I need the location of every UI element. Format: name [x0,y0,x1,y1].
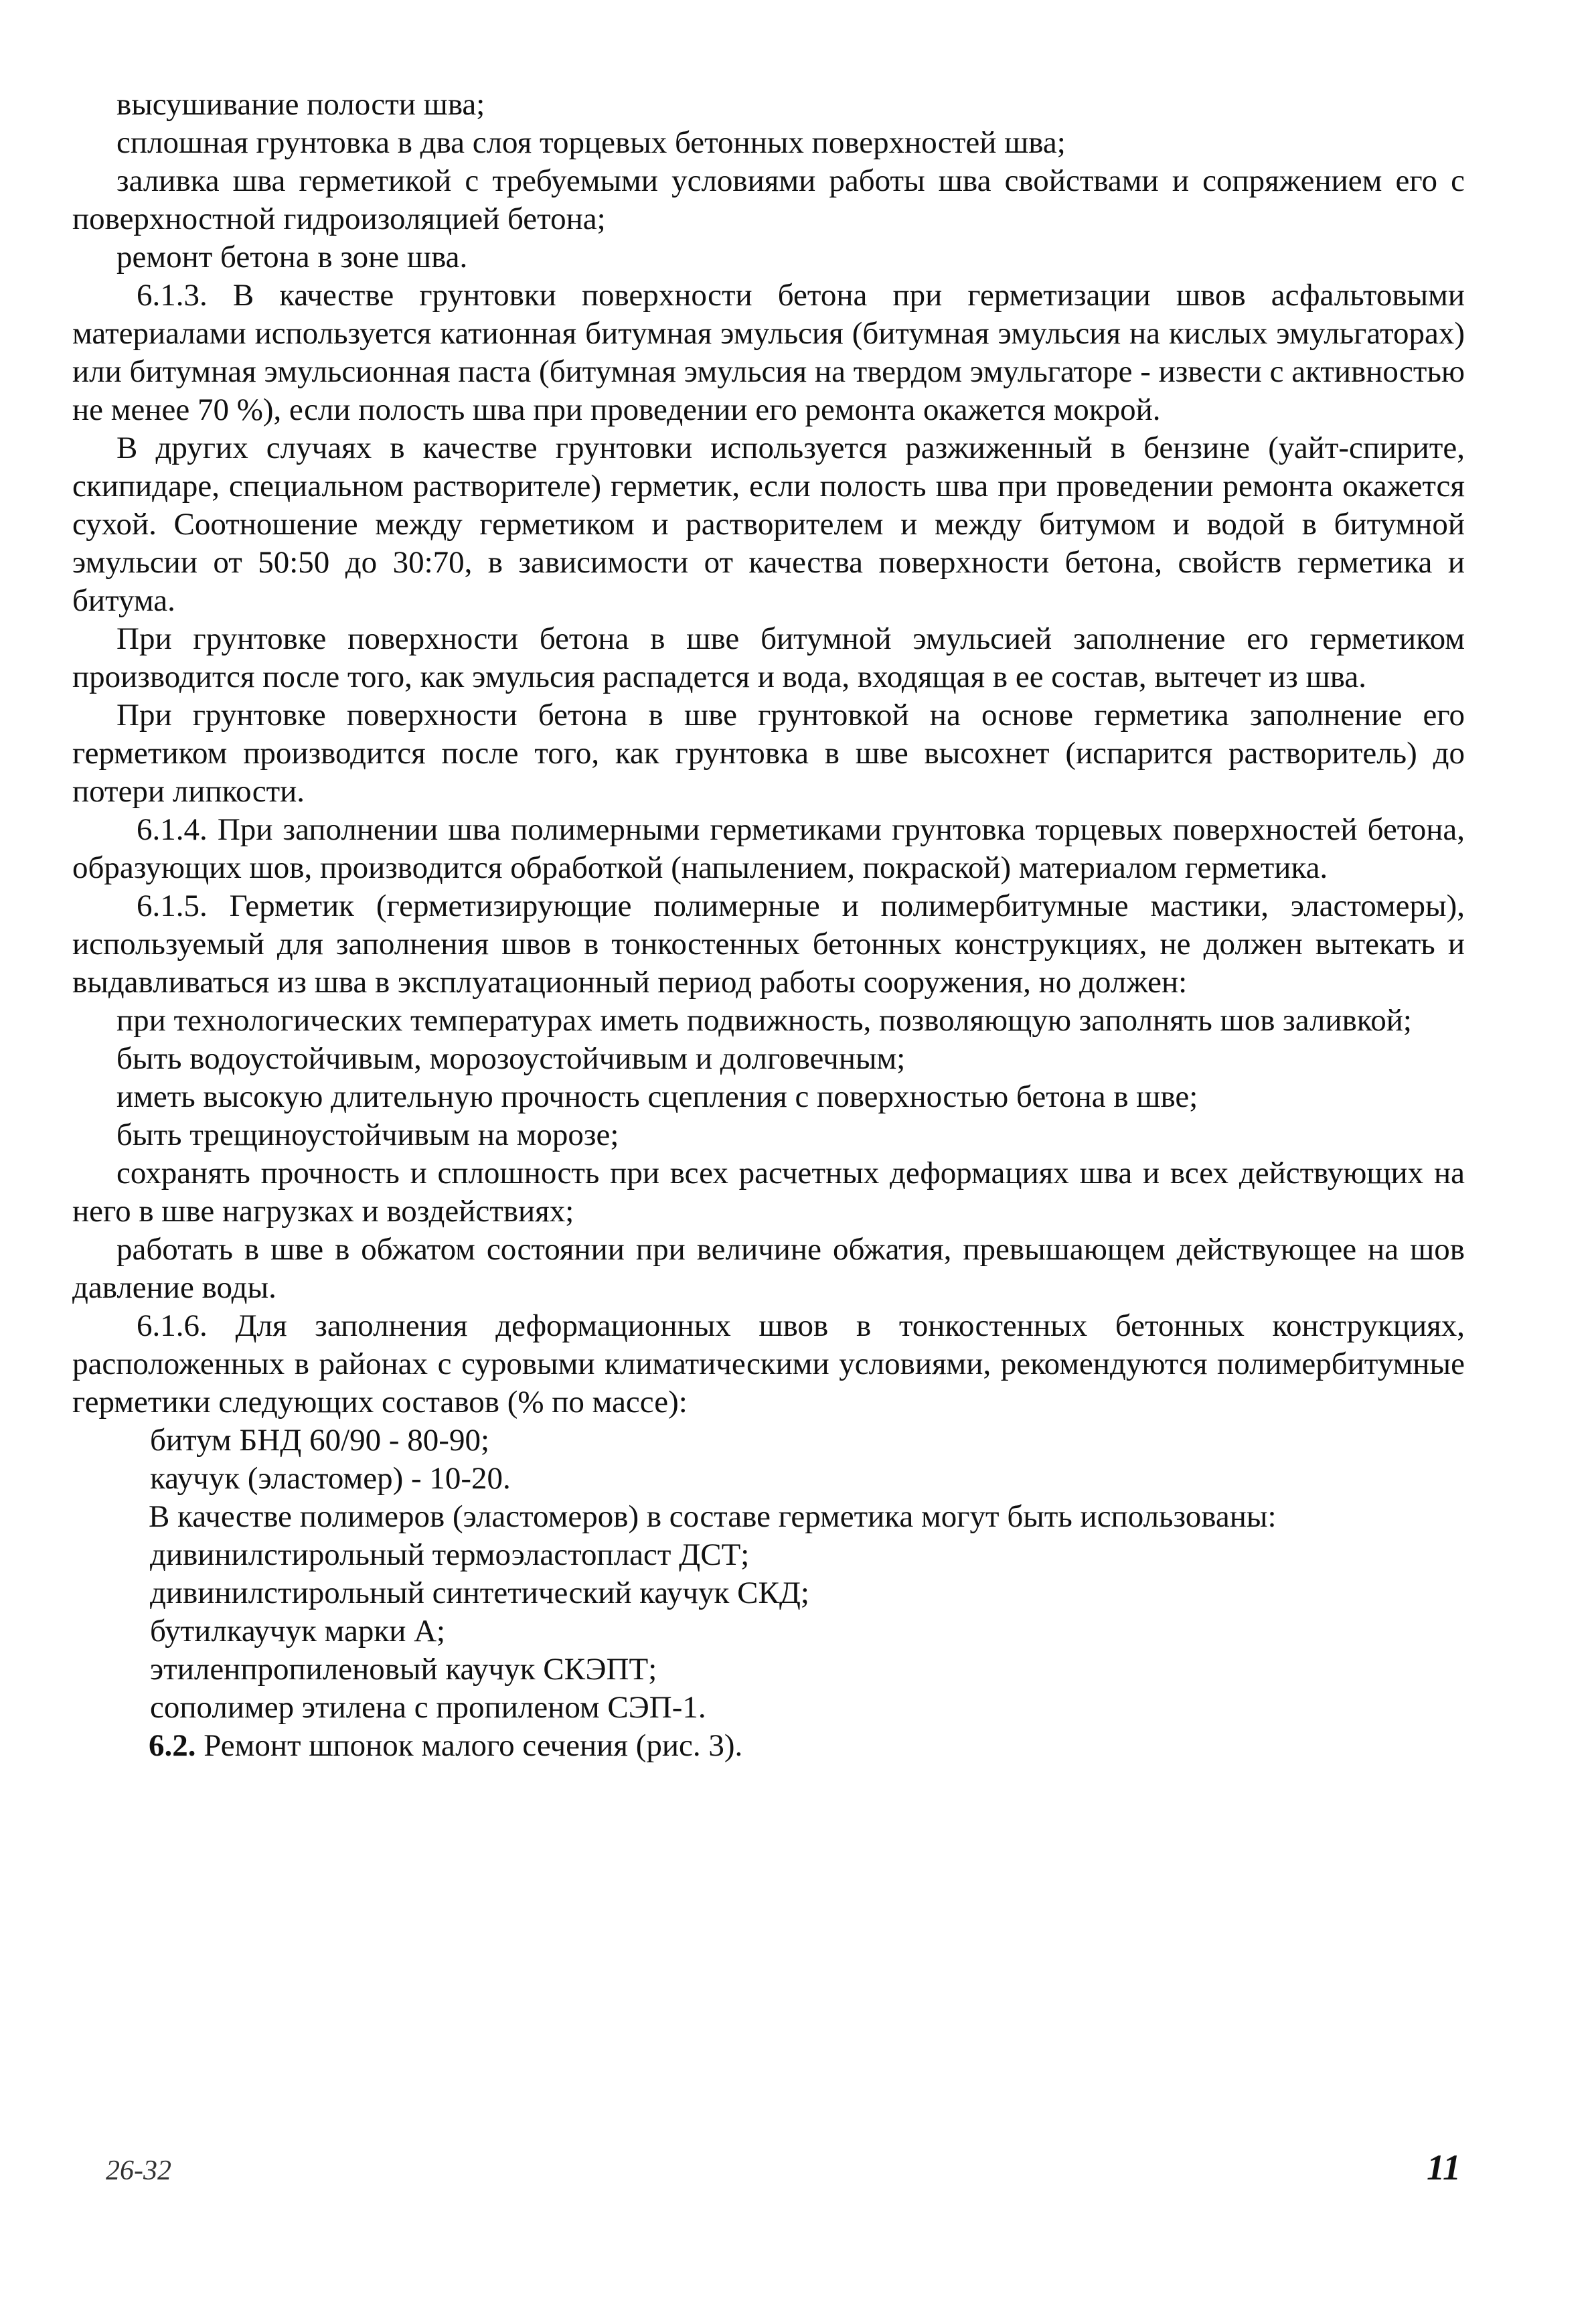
requirement-item: иметь высокую длительную прочность сцепления с поверхностью бетона в шве; [116,1079,1198,1114]
polymers-intro: В качестве полимеров (эластомеров) в составе герметика могут быть использованы: [149,1499,1277,1534]
polymer-item: бутилкаучук марки А; [150,1614,446,1649]
paragraph: В других случаях в качестве грунтовки используется разжиженный в бензине (уайт-спирите, скипидаре, специальном растворителе) герметик, если полость шва при проведении ремонта окажется сухой. Соотношение между герметиком и растворителем и между битумом и водой в битумной эмульсии от 50:50 до 30:70, в зависимости от качества поверхности бетона, свойств герметика и битума. [72,431,1465,618]
section-title: Ремонт шпонок малого сечения (рис. 3). [204,1728,743,1763]
requirement-item: работать в шве в обжатом состоянии при величине обжатия, превышающем действующее на шов давление воды. [72,1232,1465,1305]
requirement-item: при технологических температурах иметь подвижность, позволяющую заполнять шов заливкой; [116,1003,1412,1038]
paragraph-6-1-3: 6.1.3. В качестве грунтовки поверхности бетона при герметизации швов асфальтовыми материалами используется катионная битумная эмульсия (битумная эмульсия на кислых эмульгаторах) или битумная эмульсионная паста (битумная эмульсия на твердом эмульгаторе - извести с активностью не менее 70 %), если полость шва при проведении его ремонта окажется мокрой. [72,278,1465,427]
requirement-item: быть водоустойчивым, морозоустойчивым и долговечным; [116,1041,906,1076]
requirement-item: быть трещиноустойчивым на морозе; [116,1118,619,1152]
polymer-item: сополимер этилена с пропиленом СЭП-1. [150,1690,706,1725]
page-number: 11 [1426,2147,1461,2188]
paragraph: При грунтовке поверхности бетона в шве битумной эмульсией заполнение его герметиком производится после того, как эмульсия распадется и вода, входящая в ее состав, вытечет из шва. [72,621,1465,694]
list-item: заливка шва герметикой с требуемыми условиями работы шва свойствами и сопряжением его с поверхностной гидроизоляцией бетона; [72,163,1465,236]
polymer-item: дивинилстирольный термоэластопласт ДСТ; [150,1537,750,1572]
composition-item: битум БНД 60/90 - 80-90; [150,1423,490,1458]
polymer-item: дивинилстирольный синтетический каучук СКД; [150,1576,809,1610]
footer-code: 26-32 [106,2155,171,2186]
polymer-item: этиленпропиленовый каучук СКЭПТ; [150,1652,657,1687]
paragraph-6-1-5: 6.1.5. Герметик (герметизирующие полимерные и полимербитумные мастики, эластомеры), используемый для заполнения швов в тонкостенных бетонных конструкциях, не должен вытекать и выдавливаться из шва в эксплуатационный период работы сооружения, но должен: [72,889,1465,1000]
composition-list [72,1422,1465,1498]
requirement-item: сохранять прочность и сплошность при всех расчетных деформациях шва и всех действующих на него в шве нагрузках и воздействиях; [72,1156,1465,1229]
list-item: высушивание полости шва; [116,87,485,122]
composition-item: каучук (эластомер) - 10-20. [150,1461,511,1496]
polymers-list [72,1536,1465,1727]
paragraph: При грунтовке поверхности бетона в шве грунтовкой на основе герметика заполнение его герметиком производится после того, как грунтовка в шве высохнет (испарится растворитель) до потери липкости. [72,698,1465,809]
section-heading [72,1727,1465,1765]
section-number: 6.2. [149,1728,196,1763]
list-item: сплошная грунтовка в два слоя торцевых бетонных поверхностей шва; [116,125,1066,160]
list-item: ремонт бетона в зоне шва. [116,240,468,275]
body-text [72,86,1465,1765]
paragraph-6-1-4: 6.1.4. При заполнении шва полимерными герметиками грунтовка торцевых поверхностей бетона, образующих шов, производится обработкой (напылением, покраской) материалом герметика. [72,812,1465,885]
paragraph-6-1-6: 6.1.6. Для заполнения деформационных швов в тонкостенных бетонных конструкциях, расположенных в районах с суровыми климатическими условиями, рекомендуются полимербитумные герметики следующих составов (% по массе): [72,1308,1465,1420]
